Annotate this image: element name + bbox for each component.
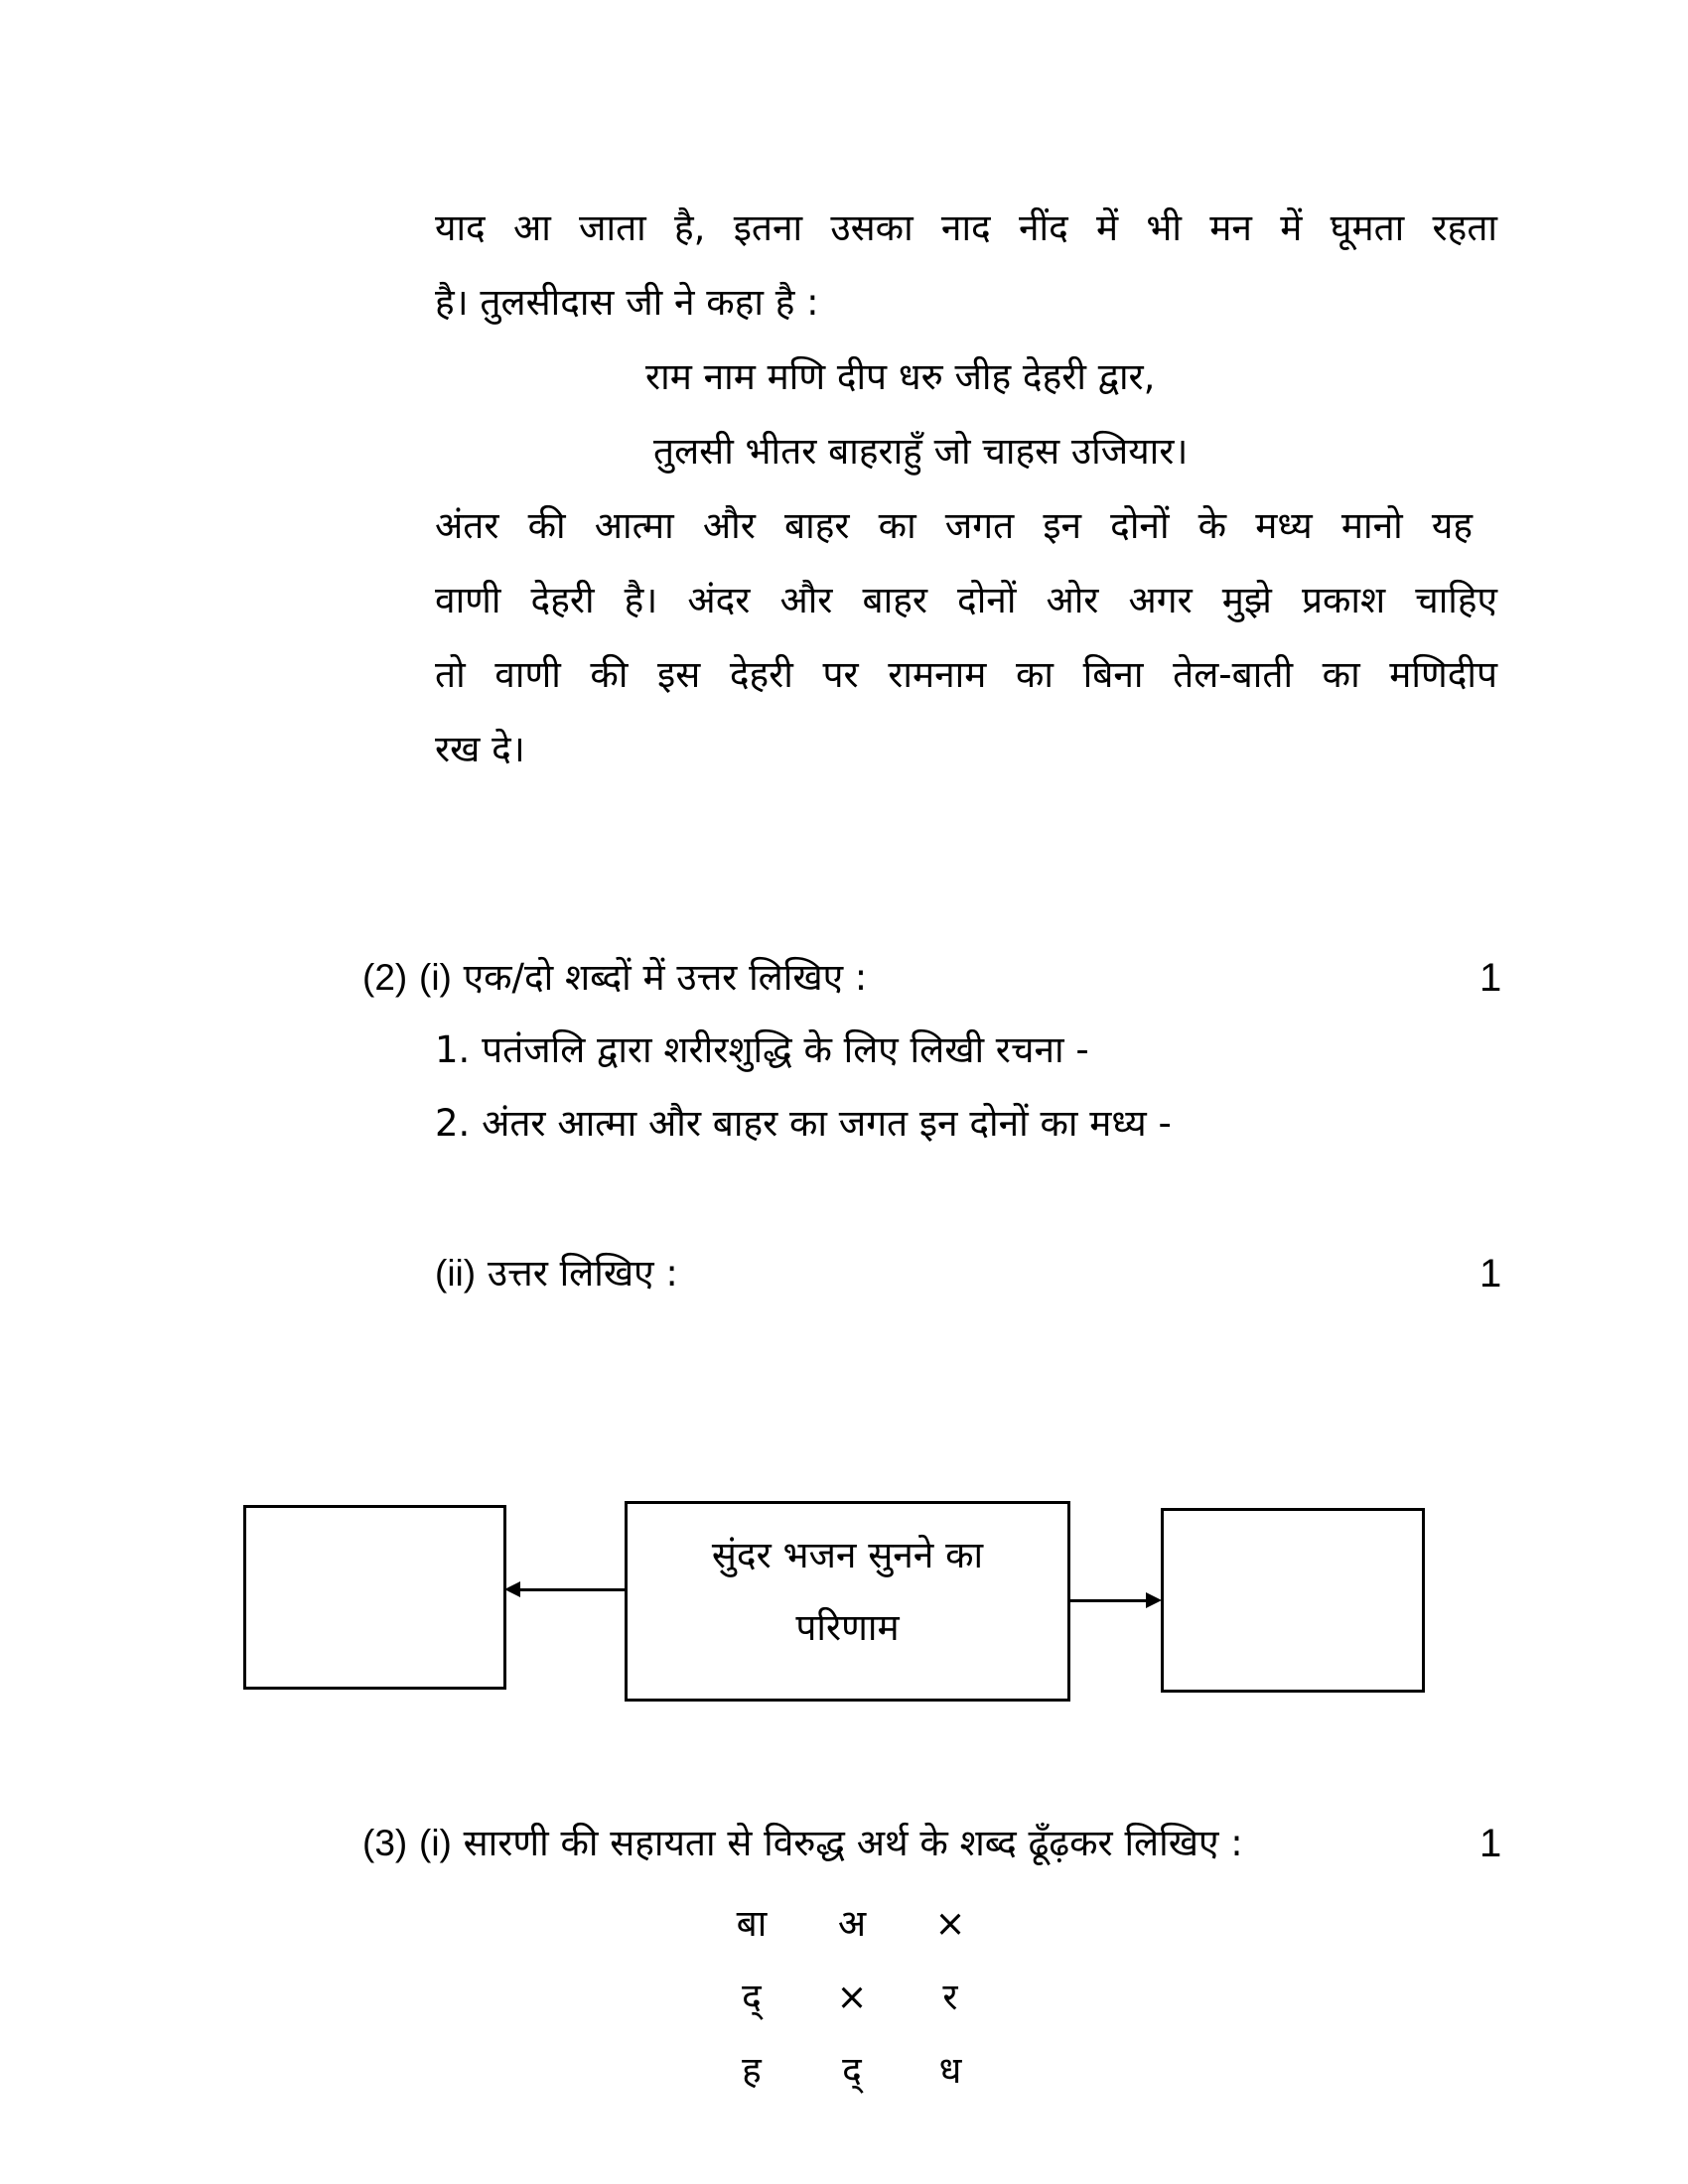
arrow-right-line: [1070, 1599, 1148, 1602]
passage-line-4: वाणी देहरी है। अंदर और बाहर दोनों ओर अगर मुझे प्रकाश चाहिए: [435, 579, 1497, 621]
question-3-part-i-heading: [362, 1822, 1243, 1865]
center-box-line-1: सुंदर भजन सुनने का: [711, 1534, 984, 1576]
arrow-left-line: [516, 1588, 626, 1591]
poem-line-2: तुलसी भीतर बाहराहुँ जो चाहस उजियार।: [653, 430, 1189, 473]
instruction: सारणी की सहायता से विरुद्ध अर्थ के शब्द ढूँढ़कर लिखिए :: [463, 1822, 1243, 1864]
question-2-part-ii-heading: [435, 1252, 678, 1296]
question-item-2: 2. अंतर आत्मा और बाहर का जगत इन दोनों का मध्य -: [435, 1102, 1172, 1145]
center-box: [625, 1501, 1070, 1702]
question-item-1: 1. पतंजलि द्वारा शरीरशुद्धि के लिए लिखी रचना -: [435, 1028, 1089, 1071]
grid-cell-r2-c1: द्: [742, 1976, 762, 2018]
instruction: उत्तर लिखिए :: [487, 1252, 678, 1295]
grid-cell-r1-c3: ×: [934, 1902, 966, 1945]
question-number: (2): [362, 957, 408, 998]
question-number: (3): [362, 1823, 408, 1863]
answer-box-right[interactable]: [1161, 1508, 1425, 1693]
marks: 1: [1479, 1252, 1502, 1296]
grid-cell-r3-c3: ध: [938, 2049, 962, 2092]
passage-line-1: याद आ जाता है, इतना उसका नाद नींद में भी मन में घूमता रहता: [435, 206, 1497, 249]
part-label: (i): [419, 1823, 452, 1863]
passage-line-5: तो वाणी की इस देहरी पर रामनाम का बिना तेल-बाती का मणिदीप: [435, 653, 1497, 696]
grid-cell-r1-c2: अ: [837, 1902, 867, 1945]
grid-cell-r1-c1: बा: [736, 1902, 768, 1945]
grid-cell-r3-c1: ह: [742, 2049, 762, 2092]
marks: 1: [1479, 1822, 1502, 1865]
instruction: एक/दो शब्दों में उत्तर लिखिए :: [463, 956, 868, 999]
passage-line-3: अंतर की आत्मा और बाहर का जगत इन दोनों के मध्य मानो यह: [435, 504, 1473, 547]
marks: 1: [1479, 956, 1502, 1000]
grid-cell-r2-c3: र: [942, 1976, 958, 2018]
question-2-part-i-heading: [362, 956, 867, 1000]
arrow-left-head-icon: [504, 1581, 520, 1597]
grid-cell-r2-c2: ×: [836, 1976, 868, 2018]
passage-line-2: है। तुलसीदास जी ने कहा है :: [435, 281, 819, 324]
passage-line-6: रख दे।: [435, 728, 525, 770]
part-label: (i): [419, 957, 452, 998]
center-box-line-2: परिणाम: [795, 1606, 900, 1649]
answer-box-left[interactable]: [243, 1505, 506, 1690]
grid-cell-r3-c2: द्: [842, 2049, 862, 2092]
part-label: (ii): [435, 1253, 477, 1294]
arrow-right-head-icon: [1146, 1592, 1162, 1608]
poem-line-1: राम नाम मणि दीप धरु जीह देहरी द्वार,: [645, 355, 1156, 398]
